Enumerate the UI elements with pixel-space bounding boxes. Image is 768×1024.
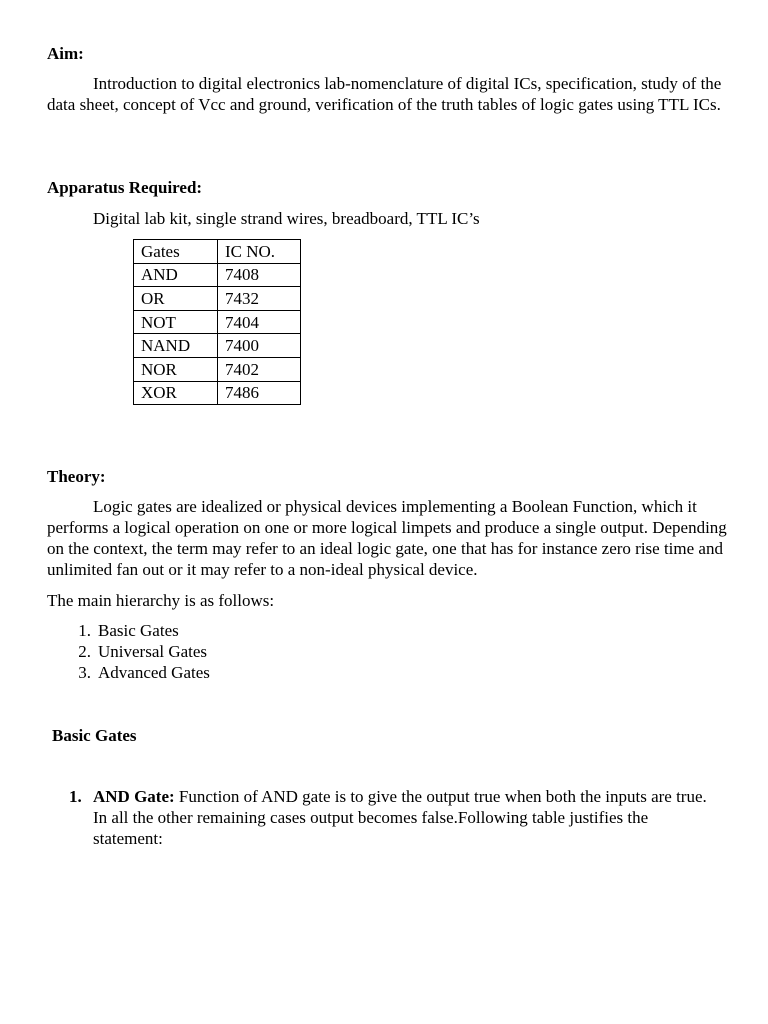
hierarchy-intro: The main hierarchy is as follows:: [47, 591, 275, 610]
theory-text: Logic gates are idealized or physical devices implementing a Boolean Function, which it performs a logical operation on one or more logical limpets and produce a single output. Depending on the context, the term may refer to an ideal logic gate, one that has for instance zero rise time and unlimited fan out or it may refer to a non-ideal physical device.: [47, 497, 727, 579]
table-cell: 7408: [218, 263, 301, 287]
gate-item-text: Function of AND gate is to give the output true when both the inputs are true. In all the other remaining cases output becomes false.Following table justifies the statement:: [93, 787, 707, 848]
table-cell: NOR: [134, 357, 218, 381]
list-item-label: Universal Gates: [98, 642, 208, 661]
list-item: [47, 620, 210, 641]
aim-heading: Aim:: [47, 44, 84, 63]
table-header-cell: Gates: [134, 240, 218, 264]
table-cell: 7400: [218, 334, 301, 358]
table-cell: NOT: [134, 310, 218, 334]
table-cell: AND: [134, 263, 218, 287]
list-item-label: Basic Gates: [98, 621, 179, 640]
ic-table: [133, 239, 301, 405]
list-item: [47, 641, 210, 662]
gate-item-number: 1.: [69, 787, 82, 806]
table-cell: XOR: [134, 381, 218, 405]
list-item-number: 2.: [78, 642, 91, 661]
table-header-cell: IC NO.: [218, 240, 301, 264]
table-row: [134, 263, 301, 287]
and-gate-item: [69, 786, 719, 849]
list-item-number: 3.: [78, 663, 91, 682]
theory-heading: Theory:: [47, 467, 106, 486]
table-row: [134, 357, 301, 381]
table-cell: 7404: [218, 310, 301, 334]
table-cell: 7432: [218, 287, 301, 311]
apparatus-text: Digital lab kit, single strand wires, breadboard, TTL IC’s: [93, 209, 480, 228]
aim-text: Introduction to digital electronics lab-nomenclature of digital ICs, specification, study of the data sheet, concept of Vcc and ground, verification of the truth tables of logic gates using TTL ICs.: [47, 74, 722, 114]
table-cell: NAND: [134, 334, 218, 358]
table-cell: 7486: [218, 381, 301, 405]
gate-item-title: AND Gate:: [93, 787, 175, 806]
apparatus-heading: Apparatus Required:: [47, 178, 203, 197]
gate-item-body: [93, 786, 719, 849]
list-item-label: Advanced Gates: [98, 663, 210, 682]
list-item-number: 1.: [78, 621, 91, 640]
list-item: [47, 662, 210, 683]
table-row: [134, 334, 301, 358]
table-row: [134, 310, 301, 334]
table-cell: 7402: [218, 357, 301, 381]
table-row: [134, 381, 301, 405]
table-cell: OR: [134, 287, 218, 311]
hierarchy-list: [47, 620, 210, 683]
basic-gates-heading: Basic Gates: [52, 726, 137, 745]
table-row: [134, 287, 301, 311]
table-header-row: [134, 240, 301, 264]
